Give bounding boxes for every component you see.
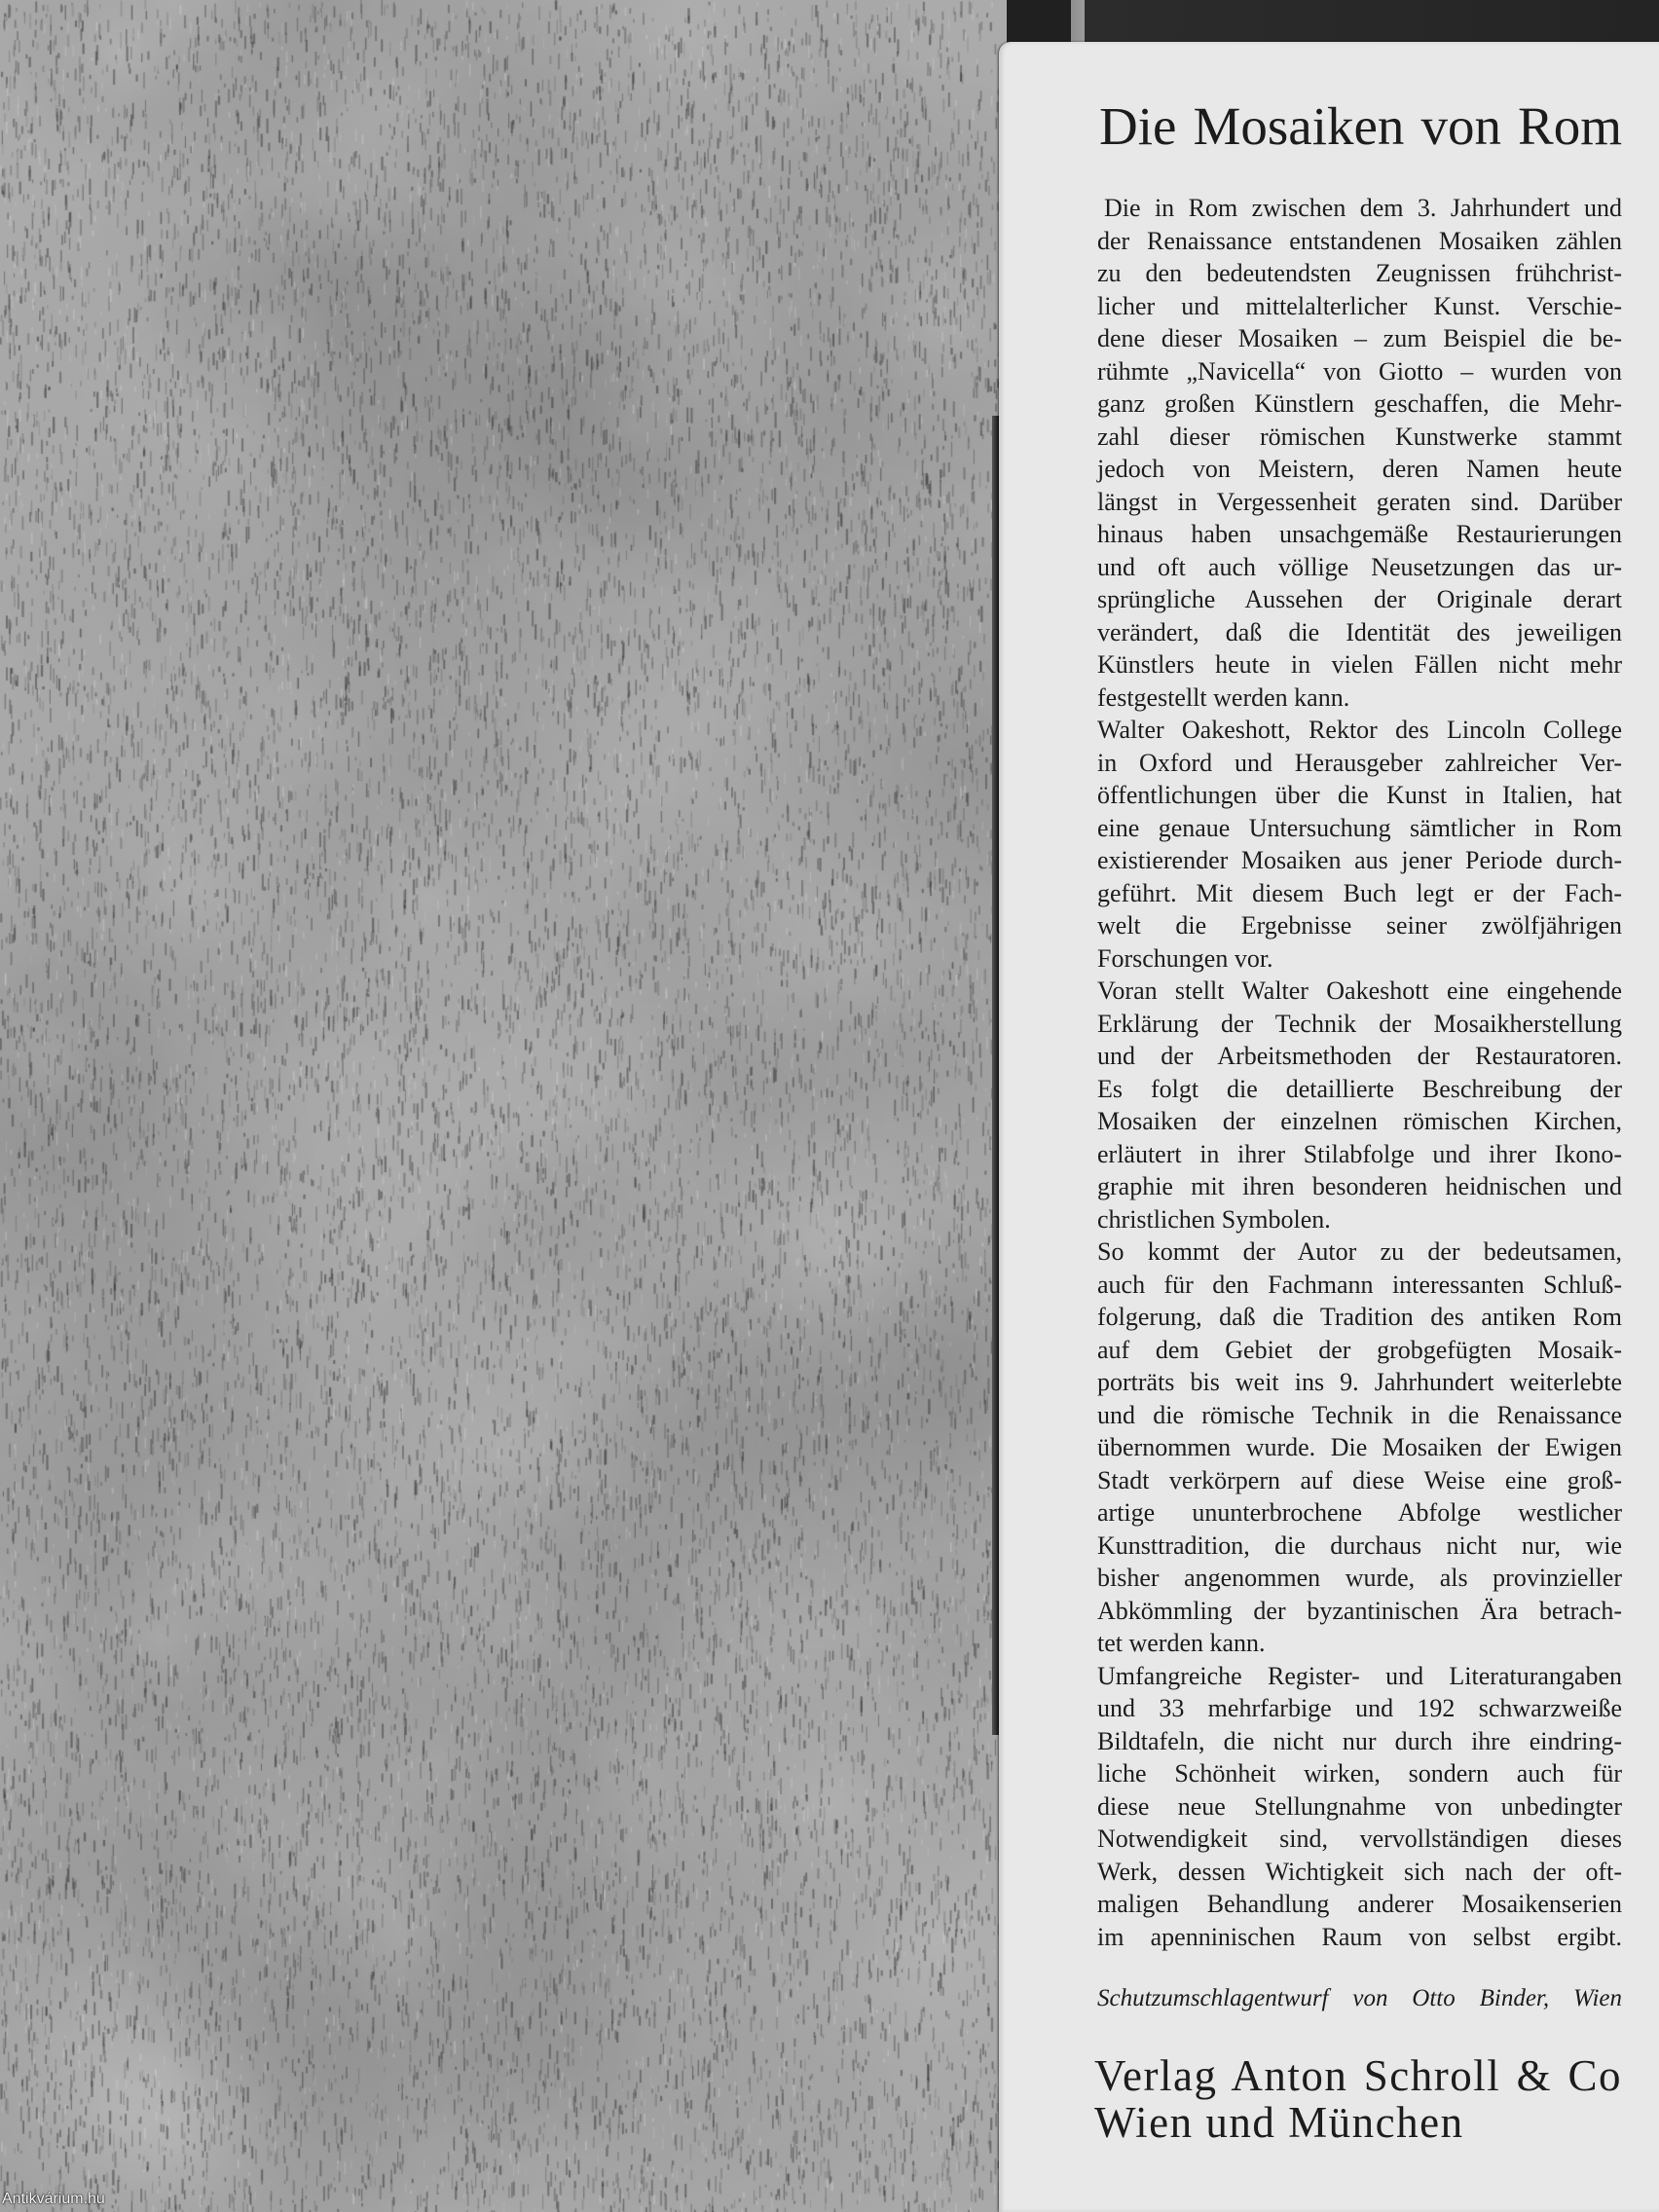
blurb-line: Es folgt die detaillierte Beschreibung der [1097,1074,1622,1103]
blurb-line: und die römische Technik in die Renaissance [1097,1400,1622,1429]
blurb-line: Voran stellt Walter Oakeshott eine eingehende [1097,977,1622,1005]
blurb-line: folgerung, daß die Tradition des antiken Rom [1097,1303,1622,1331]
blurb-line: erläutert in ihrer Stilabfolge und ihrer Ikono- [1097,1139,1622,1168]
publisher-name: Verlag Anton Schroll & Co [1094,2051,1622,2100]
blurb-line: Abkömmling der byzantinischen Ära betrach- [1097,1596,1622,1625]
blurb-line: Bildtafeln, die nicht nur durch ihre eindring- [1097,1726,1622,1755]
blurb-line: festgestellt werden kann. [1097,682,1350,712]
blurb-line: der Renaissance entstandenen Mosaiken zählen [1097,226,1622,255]
blurb-line: rühmte „Navicella“ von Giotto – wurden von [1097,356,1622,386]
blurb-line: dene dieser Mosaiken – zum Beispiel die be- [1097,324,1622,352]
blurb-line: diese neue Stellungnahme von unbedingter [1097,1791,1622,1821]
blurb-line: existierender Mosaiken aus jener Periode durch- [1097,846,1622,874]
blurb-line: zu den bedeutendsten Zeugnissen frühchrist- [1097,259,1622,287]
blurb-line: ganz großen Künstlern geschaffen, die Mehr- [1097,389,1622,418]
watermark: Antikvárium.hu [2,2191,105,2207]
dust-jacket-flap [999,42,1659,2212]
book-title: Die Mosaiken von Rom [1099,96,1622,156]
blurb-line: graphie mit ihren besonderen heidnischen und [1097,1172,1622,1200]
blurb-line: und 33 mehrfarbige und 192 schwarzweiße [1097,1694,1622,1722]
blurb-line: tet werden kann. [1097,1629,1266,1657]
blurb-line: zahl dieser römischen Kunstwerke stammt [1097,422,1622,451]
blurb-line: geführt. Mit diesem Buch legt er der Fach- [1097,878,1622,907]
blurb-line: in Oxford und Herausgeber zahlreicher Ver- [1097,748,1622,777]
blurb-line: sprüngliche Aussehen der Originale derart [1097,585,1622,613]
blurb-line: öffentlichungen über die Kunst in Italien, hat [1097,781,1622,809]
blurb-line: Mosaiken der einzelnen römischen Kirchen, [1097,1107,1622,1135]
blurb-line: und oft auch völlige Neusetzungen das ur- [1097,552,1622,581]
blurb-line: verändert, daß die Identität des jeweiligen [1097,617,1622,646]
blurb-line: porträts bis weit ins 9. Jahrhundert weiterlebte [1097,1368,1622,1396]
blurb-line: Kunsttradition, die durchaus nicht nur, wie [1097,1530,1622,1560]
blurb-line: Stadt verkörpern auf diese Weise eine groß- [1097,1465,1622,1494]
jacket-design-credit: Schutzumschlagentwurf von Otto Binder, Wien [1097,1985,1622,2011]
blurb-line: So kommt der Autor zu der bedeutsamen, [1097,1237,1622,1266]
blurb-line: Forschungen vor. [1097,943,1273,973]
blurb-line: hinaus haben unsachgemäße Restaurierungen [1097,520,1622,548]
blurb-line: im apenninischen Raum von selbst ergibt. [1097,1922,1622,1951]
blurb-line: Werk, dessen Wichtigkeit sich nach der oft- [1097,1857,1622,1886]
blurb-text [1097,192,1622,1953]
blurb-line: auch für den Fachmann interessanten Schluß- [1097,1270,1622,1299]
blurb-line: christlichen Symbolen. [1097,1204,1331,1234]
publisher-imprint [1094,2052,1622,2146]
blurb-line: licher und mittelalterlicher Kunst. Verschie- [1097,291,1622,320]
blurb-line: Umfangreiche Register- und Literaturangaben [1097,1661,1622,1690]
blurb-line: eine genaue Untersuchung sämtlicher in Rom [1097,813,1622,842]
blurb-line: jedoch von Meistern, deren Namen heute [1097,455,1622,483]
blurb-line: liche Schönheit wirken, sondern auch für [1097,1759,1622,1788]
blurb-line: auf dem Gebiet der grobgefügten Mosaik- [1097,1335,1622,1364]
blurb-line: Die in Rom zwischen dem 3. Jahrhundert und [1104,194,1622,222]
blurb-line: artige ununterbrochene Abfolge westlicher [1097,1498,1622,1527]
blurb-line: maligen Behandlung anderer Mosaikenserien [1097,1890,1622,1918]
blurb-line: bisher angenommen wurde, als provinzieller [1097,1564,1622,1592]
blurb-line: Walter Oakeshott, Rektor des Lincoln College [1097,716,1622,744]
publisher-cities: Wien und München [1094,2098,1464,2147]
blurb-line: übernommen wurde. Die Mosaiken der Ewigen [1097,1433,1622,1461]
blurb-line: und der Arbeitsmethoden der Restauratoren. [1097,1042,1622,1070]
blurb-line: Erklärung der Technik der Mosaikherstellung [1097,1009,1622,1038]
blurb-line: längst in Vergessenheit geraten sind. Darüber [1097,487,1622,516]
blurb-line: Notwendigkeit sind, vervollständigen dieses [1097,1825,1622,1853]
blurb-line: Künstlers heute in vielen Fällen nicht mehr [1097,650,1622,679]
blurb-line: welt die Ergebnisse seiner zwölfjährigen [1097,911,1622,940]
